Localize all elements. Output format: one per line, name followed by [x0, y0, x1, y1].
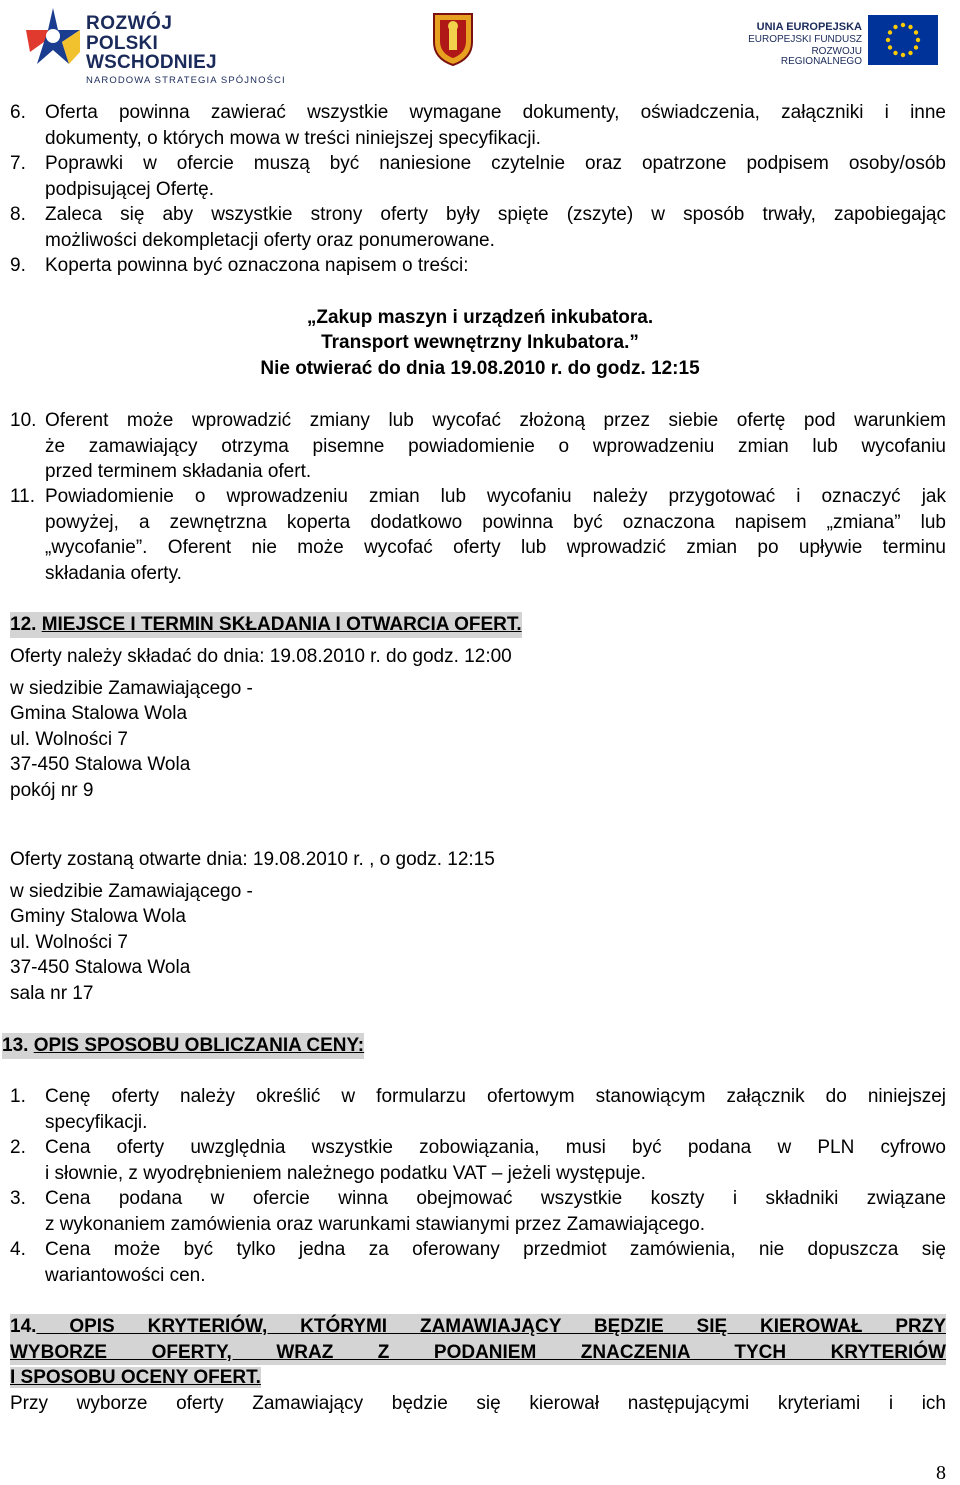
- section-title-line: WYBORZE OFERTY, WRAZ Z PODANIEM ZNACZENIA TYCH KRYTERIÓW: [10, 1340, 946, 1366]
- item-text-line: składania oferty.: [45, 562, 182, 584]
- section-title: I SPOSOBU OCENY OFERT.: [10, 1367, 261, 1389]
- item-text-line: Cena podana w ofercie winna obejmować wszystkie koszty i składniki związane: [45, 1188, 946, 1209]
- item-text-line: Oferent może wprowadzić zmiany lub wycofać złożoną przez siebie ofertę pod warunkiem: [45, 410, 946, 431]
- item-text-line: że zamawiający otrzyma pisemne powiadomienie o wprowadzeniu zmian lub wycofaniu: [45, 435, 946, 457]
- eu-flag-icon: [868, 15, 938, 65]
- logo-title-line2: POLSKI WSCHODNIEJ: [86, 33, 217, 73]
- coat-of-arms-icon: [432, 12, 474, 66]
- list-item: [10, 484, 946, 586]
- page-header: [0, 0, 960, 86]
- list-item: [10, 1186, 946, 1237]
- envelope-line: Transport wewnętrzny Inkubatora.”: [321, 332, 639, 353]
- envelope-line: Nie otwierać do dnia 19.08.2010 r. do godz. 12:15: [260, 358, 700, 379]
- section-number: 13.: [2, 1035, 29, 1056]
- section-title: MIEJSCE I TERMIN SKŁADANIA I OTWARCIA OFERT.: [41, 614, 522, 635]
- address-line: sala nr 17: [10, 983, 94, 1004]
- envelope-line: „Zakup maszyn i urządzeń inkubatora.: [306, 307, 654, 328]
- address-line: w siedzibie Zamawiającego -: [10, 881, 253, 902]
- address-line: w siedzibie Zamawiającego -: [10, 678, 253, 699]
- list-item: [10, 151, 946, 202]
- section-number: 12.: [10, 614, 37, 635]
- item-text-line: dokumenty, o których mowa w treści niniejszej specyfikacji.: [45, 127, 541, 149]
- star-logo-icon: [24, 6, 82, 66]
- list-item: [10, 1237, 946, 1288]
- item-number: 3.: [10, 1188, 26, 1209]
- item-number: 8.: [10, 204, 26, 225]
- item-number: 6.: [10, 102, 26, 123]
- item-text-line: Koperta powinna być oznaczona napisem o treści:: [45, 255, 469, 276]
- list-item: [10, 1084, 946, 1135]
- item-number: 10.: [10, 410, 37, 431]
- item-number: 11.: [10, 486, 36, 507]
- list-item: [10, 253, 946, 279]
- eu-logo: [738, 12, 938, 66]
- address-line: Gmina Stalowa Wola: [10, 703, 188, 724]
- item-text-line: Poprawki w ofercie muszą być naniesione czytelnie oraz opatrzone podpisem osoby/osób: [45, 153, 946, 174]
- section-title-line: [10, 1365, 946, 1391]
- address-line: ul. Wolności 7: [10, 932, 128, 953]
- item-text-line: Cena oferty uwzględnia wszystkie zobowiązania, musi być podana w PLN cyfrowo: [45, 1137, 946, 1158]
- item-text-line: Powiadomienie o wprowadzeniu zmian lub wycofaniu należy przygotować i oznaczyć jak: [45, 486, 946, 507]
- item-text-line: przed terminem składania ofert.: [45, 461, 312, 483]
- item-text-line: Cena może być tylko jedna za oferowany przedmiot zamówienia, nie dopuszcza się: [45, 1239, 946, 1260]
- item-text-line: „wycofanie”. Oferent nie może wycofać oferty lub wprowadzić zmian po upływie terminu: [45, 537, 946, 559]
- list-item: [10, 202, 946, 253]
- address-line: Gminy Stalowa Wola: [10, 906, 186, 927]
- list-item: [10, 408, 946, 485]
- logo-subtitle: NARODOWA STRATEGIA SPÓJNOŚCI: [86, 75, 286, 86]
- opening-date: Oferty zostaną otwarte dnia: 19.08.2010 r. , o godz. 12:15: [10, 849, 495, 870]
- section-12-heading: [10, 612, 522, 638]
- address-line: 37-450 Stalowa Wola: [10, 754, 191, 775]
- item-text-line: Oferta powinna zawierać wszystkie wymagane dokumenty, oświadczenia, załączniki i inne: [45, 102, 946, 123]
- item-text-line: Zaleca się aby wszystkie strony oferty były spięte (zszyte) w sposób trwały, zapobiegając: [45, 204, 946, 225]
- eu-logo-line2: EUROPEJSKI FUNDUSZ: [748, 34, 862, 45]
- section-title-line: [10, 1314, 946, 1340]
- item-text-line: możliwości dekompletacji oferty oraz ponumerowane.: [45, 229, 495, 251]
- section-title: OPIS KRYTERIÓW, KTÓRYMI ZAMAWIAJĄCY BĘDZIE SIĘ KIEROWAŁ PRZY: [69, 1316, 947, 1337]
- item-text-line: powyżej, a zewnętrzna koperta dodatkowo powinna być oznaczona napisem „zmiana” lub: [45, 511, 946, 533]
- eu-logo-line1: UNIA EUROPEJSKA: [756, 21, 862, 33]
- section-13-heading: [2, 1033, 364, 1059]
- submission-deadline: Oferty należy składać do dnia: 19.08.2010 r. do godz. 12:00: [10, 646, 512, 667]
- item-number: 2.: [10, 1137, 26, 1158]
- paragraph: [10, 1391, 946, 1417]
- address-line: 37-450 Stalowa Wola: [10, 957, 191, 978]
- item-text-line: specyfikacji.: [45, 1111, 148, 1133]
- list-item: [10, 1135, 946, 1186]
- section-14-heading: [10, 1314, 946, 1391]
- page-number: 8: [936, 1462, 946, 1484]
- body-text-line: Przy wyborze oferty Zamawiający będzie się kierował następującymi kryteriami i ich: [10, 1393, 946, 1414]
- item-text-line: Cenę oferty należy określić w formularzu ofertowym stanowiącym załącznik do niniejszej: [45, 1086, 946, 1107]
- logo-title-line1: ROZWÓJ: [86, 13, 173, 34]
- item-number: 4.: [10, 1239, 26, 1260]
- item-text-line: z wykonaniem zamówienia oraz warunkami stawianymi przez Zamawiającego.: [45, 1213, 705, 1235]
- item-text-line: wariantowości cen.: [45, 1264, 206, 1286]
- rozwoj-polski-wschodniej-logo: [24, 6, 294, 86]
- section-number: 14.: [10, 1316, 37, 1337]
- item-number: 7.: [10, 153, 26, 174]
- item-text-line: i słownie, z wyodrębnieniem należnego podatku VAT – jeżeli występuje.: [45, 1162, 646, 1184]
- address-line: pokój nr 9: [10, 780, 94, 801]
- address-line: ul. Wolności 7: [10, 729, 128, 750]
- list-item: [10, 100, 946, 151]
- item-text-line: podpisującej Ofertę.: [45, 178, 214, 200]
- section-title: OPIS SPOSOBU OBLICZANIA CENY:: [33, 1035, 365, 1056]
- item-number: 1.: [10, 1086, 26, 1107]
- item-number: 9.: [10, 255, 26, 276]
- eu-logo-line3: ROZWOJU REGIONALNEGO: [780, 46, 862, 67]
